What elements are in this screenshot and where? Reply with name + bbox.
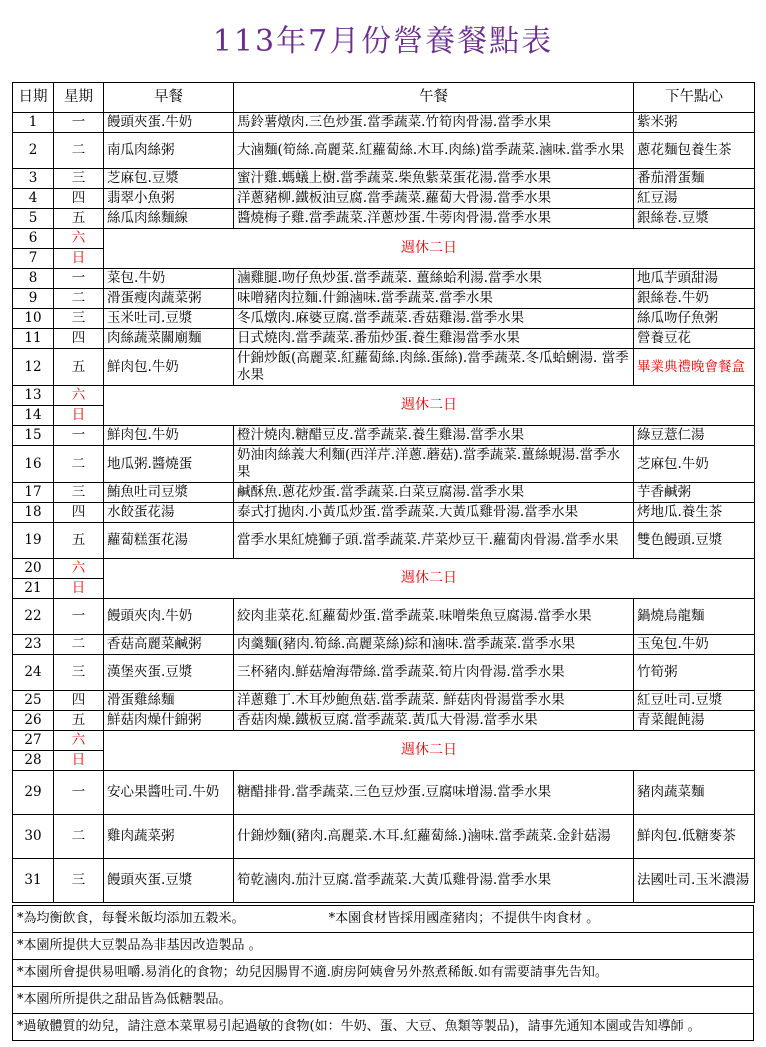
table-row [13, 771, 755, 815]
lunch-cell: 當季水果紅燒獅子頭.當季蔬菜.芹菜炒豆干.蘿蔔肉骨湯.當季水果 [234, 523, 634, 559]
dow-cell: 五 [54, 711, 104, 731]
date-cell: 15 [13, 426, 54, 446]
snack-cell: 蔥花麵包養生茶 [634, 133, 755, 169]
date-cell: 17 [13, 483, 54, 503]
dow-cell: 三 [54, 655, 104, 691]
header-date: 日期 [13, 83, 54, 113]
date-cell: 12 [13, 349, 54, 386]
dow-cell: 三 [54, 309, 104, 329]
table-row [13, 113, 755, 133]
breakfast-cell: 滑蛋雞絲麵 [104, 691, 234, 711]
date-cell: 11 [13, 329, 54, 349]
snack-cell: 地瓜芋頭甜湯 [634, 269, 755, 289]
snack-cell: 竹筍粥 [634, 655, 755, 691]
lunch-cell: 鹹酥魚.蔥花炒蛋.當季蔬菜.白菜豆腐湯.當季水果 [234, 483, 634, 503]
date-cell: 14 [13, 406, 54, 426]
table-row [13, 599, 755, 635]
dow-cell: 三 [54, 169, 104, 189]
table-row [13, 329, 755, 349]
lunch-cell: 醬燒梅子雞.當季蔬菜.洋蔥炒蛋.牛蒡肉骨湯.當季水果 [234, 209, 634, 229]
dow-cell: 二 [54, 446, 104, 483]
lunch-cell: 筍乾滷肉.茄汁豆腐.當季蔬菜.大黃瓜雞骨湯.當季水果 [234, 859, 634, 903]
lunch-cell: 肉羹麵(豬肉.筍絲.高麗菜絲)綜和滷味.當季蔬菜.當季水果 [234, 635, 634, 655]
date-cell: 2 [13, 133, 54, 169]
date-cell: 3 [13, 169, 54, 189]
dow-cell: 一 [54, 269, 104, 289]
lunch-cell: 冬瓜燉肉.麻婆豆腐.當季蔬菜.香菇雞湯.當季水果 [234, 309, 634, 329]
dow-cell: 一 [54, 113, 104, 133]
date-cell: 21 [13, 579, 54, 599]
lunch-cell: 洋蔥豬柳.鐵板油豆腐.當季蔬菜.蘿蔔大骨湯.當季水果 [234, 189, 634, 209]
dow-cell: 二 [54, 133, 104, 169]
lunch-cell: 日式燒肉.當季蔬菜.番茄炒蛋.養生雞湯當季水果 [234, 329, 634, 349]
breakfast-cell: 蘿蔔糕蛋花湯 [104, 523, 234, 559]
date-cell: 4 [13, 189, 54, 209]
holiday-label: 週休二日 [104, 229, 755, 269]
menu-body [13, 113, 755, 903]
dow-cell: 五 [54, 209, 104, 229]
snack-cell: 雙色饅頭.豆漿 [634, 523, 755, 559]
table-row [13, 691, 755, 711]
table-row [13, 189, 755, 209]
dow-cell: 五 [54, 523, 104, 559]
date-cell: 8 [13, 269, 54, 289]
dow-cell: 四 [54, 503, 104, 523]
notes-section [12, 905, 754, 1041]
holiday-row [13, 559, 755, 579]
breakfast-cell: 滑蛋瘦肉蔬菜粥 [104, 289, 234, 309]
table-row [13, 655, 755, 691]
holiday-label: 週休二日 [104, 386, 755, 426]
table-row [13, 635, 755, 655]
table-header-row [13, 83, 755, 113]
breakfast-cell: 翡翠小魚粥 [104, 189, 234, 209]
breakfast-cell: 肉絲蔬菜關廟麵 [104, 329, 234, 349]
snack-cell: 烤地瓜.養生茶 [634, 503, 755, 523]
snack-cell: 紅豆吐司.豆漿 [634, 691, 755, 711]
date-cell: 13 [13, 386, 54, 406]
dow-cell: 日 [54, 751, 104, 771]
table-row [13, 711, 755, 731]
dow-cell: 六 [54, 229, 104, 249]
snack-cell: 豬肉蔬菜麵 [634, 771, 755, 815]
date-cell: 18 [13, 503, 54, 523]
date-cell: 6 [13, 229, 54, 249]
date-cell: 19 [13, 523, 54, 559]
snack-cell: 紫米粥 [634, 113, 755, 133]
breakfast-cell: 絲瓜肉絲麵線 [104, 209, 234, 229]
note-5: *過敏體質的幼兒，請注意本菜單易引起過敏的食物(如：牛奶、蛋、大豆、魚類等製品)，請事先通知本園或告知導師 。 [13, 1013, 753, 1040]
snack-cell: 銀絲卷.牛奶 [634, 289, 755, 309]
lunch-cell: 滷雞腿.吻仔魚炒蛋.當季蔬菜. 薑絲蛤利湯.當季水果 [234, 269, 634, 289]
note-pork: *本園食材皆採用國產豬肉；不提供牛肉食材 。 [328, 911, 600, 926]
breakfast-cell: 雞肉蔬菜粥 [104, 815, 234, 859]
page-title: 113年7月份營養餐點表 [212, 24, 554, 59]
date-cell: 26 [13, 711, 54, 731]
dow-cell: 六 [54, 559, 104, 579]
table-row [13, 859, 755, 903]
note-4: *本園所所提供之甜品皆為低糖製品。 [13, 986, 753, 1013]
breakfast-cell: 鮮肉包.牛奶 [104, 426, 234, 446]
dow-cell: 日 [54, 406, 104, 426]
holiday-label: 週休二日 [104, 559, 755, 599]
table-row [13, 133, 755, 169]
holiday-label: 週休二日 [104, 731, 755, 771]
snack-cell: 芝麻包.牛奶 [634, 446, 755, 483]
snack-cell: 畢業典禮晚會餐盒 [634, 349, 755, 386]
date-cell: 24 [13, 655, 54, 691]
snack-cell: 銀絲卷.豆漿 [634, 209, 755, 229]
date-cell: 27 [13, 731, 54, 751]
dow-cell: 一 [54, 771, 104, 815]
date-cell: 5 [13, 209, 54, 229]
snack-cell: 營養豆花 [634, 329, 755, 349]
breakfast-cell: 南瓜肉絲粥 [104, 133, 234, 169]
breakfast-cell: 鮮菇肉燥什錦粥 [104, 711, 234, 731]
table-row [13, 289, 755, 309]
menu-table [12, 82, 755, 903]
snack-cell: 芋香鹹粥 [634, 483, 755, 503]
dow-cell: 二 [54, 635, 104, 655]
holiday-row [13, 386, 755, 406]
date-cell: 1 [13, 113, 54, 133]
breakfast-cell: 安心果醬吐司.牛奶 [104, 771, 234, 815]
snack-cell: 番茄滑蛋麵 [634, 169, 755, 189]
dow-cell: 六 [54, 386, 104, 406]
breakfast-cell: 饅頭夾肉.牛奶 [104, 599, 234, 635]
lunch-cell: 香菇肉燥.鐵板豆腐.當季蔬菜.黃瓜大骨湯.當季水果 [234, 711, 634, 731]
table-row [13, 309, 755, 329]
breakfast-cell: 鮪魚吐司豆漿 [104, 483, 234, 503]
dow-cell: 日 [54, 579, 104, 599]
holiday-row [13, 229, 755, 249]
header-dow: 星期 [54, 83, 104, 113]
dow-cell: 四 [54, 329, 104, 349]
dow-cell: 日 [54, 249, 104, 269]
breakfast-cell: 饅頭夾蛋.牛奶 [104, 113, 234, 133]
note-1 [13, 905, 753, 932]
lunch-cell: 什錦炒麵(豬肉.高麗菜.木耳.紅蘿蔔絲.)滷味.當季蔬菜.金針菇湯 [234, 815, 634, 859]
table-row [13, 523, 755, 559]
date-cell: 10 [13, 309, 54, 329]
note-rice: *為均衡飲食，每餐米飯均添加五穀米。 [17, 911, 245, 926]
lunch-cell: 蜜汁雞.螞蟻上樹.當季蔬菜.柴魚紫菜蛋花湯.當季水果 [234, 169, 634, 189]
dow-cell: 三 [54, 859, 104, 903]
lunch-cell: 三杯豬肉.鮮菇燴海帶絲.當季蔬菜.筍片肉骨湯.當季水果 [234, 655, 634, 691]
breakfast-cell: 水餃蛋花湯 [104, 503, 234, 523]
lunch-cell: 什錦炒飯(高麗菜.紅蘿蔔絲.肉絲.蛋絲).當季蔬菜.冬瓜蛤蜊湯. 當季水果 [234, 349, 634, 386]
table-row [13, 349, 755, 386]
dow-cell: 五 [54, 349, 104, 386]
date-cell: 20 [13, 559, 54, 579]
lunch-cell: 橙汁燒肉.糖醋豆皮.當季蔬菜.養生雞湯.當季水果 [234, 426, 634, 446]
lunch-cell: 絞肉韭菜花.紅蘿蔔炒蛋.當季蔬菜.味噌柴魚豆腐湯.當季水果 [234, 599, 634, 635]
header-lunch: 午餐 [234, 83, 634, 113]
table-row [13, 483, 755, 503]
snack-cell: 法國吐司.玉米濃湯 [634, 859, 755, 903]
dow-cell: 一 [54, 599, 104, 635]
lunch-cell: 糖醋排骨.當季蔬菜.三色豆炒蛋.豆腐味增湯.當季水果 [234, 771, 634, 815]
snack-cell: 鮮肉包.低糖麥茶 [634, 815, 755, 859]
table-row [13, 815, 755, 859]
lunch-cell: 大滷麵(筍絲.高麗菜.紅蘿蔔絲.木耳.肉絲)當季蔬菜.滷味.當季水果 [234, 133, 634, 169]
date-cell: 23 [13, 635, 54, 655]
breakfast-cell: 漢堡夾蛋.豆漿 [104, 655, 234, 691]
date-cell: 29 [13, 771, 54, 815]
note-2: *本園所提供大豆製品為非基因改造製品 。 [13, 932, 753, 959]
dow-cell: 二 [54, 289, 104, 309]
lunch-cell: 泰式打拋肉.小黃瓜炒蛋.當季蔬菜.大黃瓜雞骨湯.當季水果 [234, 503, 634, 523]
date-cell: 25 [13, 691, 54, 711]
note-3: *本園所會提供易咀嚼.易消化的食物；幼兒因腸胃不適.廚房阿姨會另外熬煮稀飯.如有需要請事先告知。 [13, 959, 753, 986]
table-row [13, 209, 755, 229]
table-row [13, 503, 755, 523]
header-snack: 下午點心 [634, 83, 755, 113]
snack-cell: 綠豆薏仁湯 [634, 426, 755, 446]
snack-cell: 青菜餛飩湯 [634, 711, 755, 731]
date-cell: 7 [13, 249, 54, 269]
lunch-cell: 奶油肉絲義大利麵(西洋芹.洋蔥.蘑菇).當季蔬菜.薑絲蜆湯.當季水果 [234, 446, 634, 483]
header-breakfast: 早餐 [104, 83, 234, 113]
breakfast-cell: 鮮肉包.牛奶 [104, 349, 234, 386]
dow-cell: 四 [54, 189, 104, 209]
breakfast-cell: 地瓜粥.醬燒蛋 [104, 446, 234, 483]
lunch-cell: 味噌豬肉拉麵.什錦滷味.當季蔬菜.當季水果 [234, 289, 634, 309]
breakfast-cell: 饅頭夾蛋.豆漿 [104, 859, 234, 903]
breakfast-cell: 芝麻包.豆漿 [104, 169, 234, 189]
date-cell: 31 [13, 859, 54, 903]
dow-cell: 二 [54, 815, 104, 859]
date-cell: 22 [13, 599, 54, 635]
breakfast-cell: 香菇高麗菜鹹粥 [104, 635, 234, 655]
table-row [13, 446, 755, 483]
snack-cell: 鍋燒烏龍麵 [634, 599, 755, 635]
date-cell: 9 [13, 289, 54, 309]
lunch-cell: 馬鈴薯燉肉.三色炒蛋.當季蔬菜.竹筍肉骨湯.當季水果 [234, 113, 634, 133]
holiday-row [13, 731, 755, 751]
snack-cell: 玉兔包.牛奶 [634, 635, 755, 655]
table-row [13, 426, 755, 446]
lunch-cell: 洋蔥雞丁.木耳炒鮑魚菇.當季蔬菜. 鮮菇肉骨湯當季水果 [234, 691, 634, 711]
date-cell: 28 [13, 751, 54, 771]
snack-cell: 紅豆湯 [634, 189, 755, 209]
dow-cell: 三 [54, 483, 104, 503]
table-row [13, 269, 755, 289]
dow-cell: 六 [54, 731, 104, 751]
table-row [13, 169, 755, 189]
dow-cell: 一 [54, 426, 104, 446]
breakfast-cell: 菜包.牛奶 [104, 269, 234, 289]
breakfast-cell: 玉米吐司.豆漿 [104, 309, 234, 329]
dow-cell: 四 [54, 691, 104, 711]
date-cell: 16 [13, 446, 54, 483]
date-cell: 30 [13, 815, 54, 859]
snack-cell: 絲瓜吻仔魚粥 [634, 309, 755, 329]
